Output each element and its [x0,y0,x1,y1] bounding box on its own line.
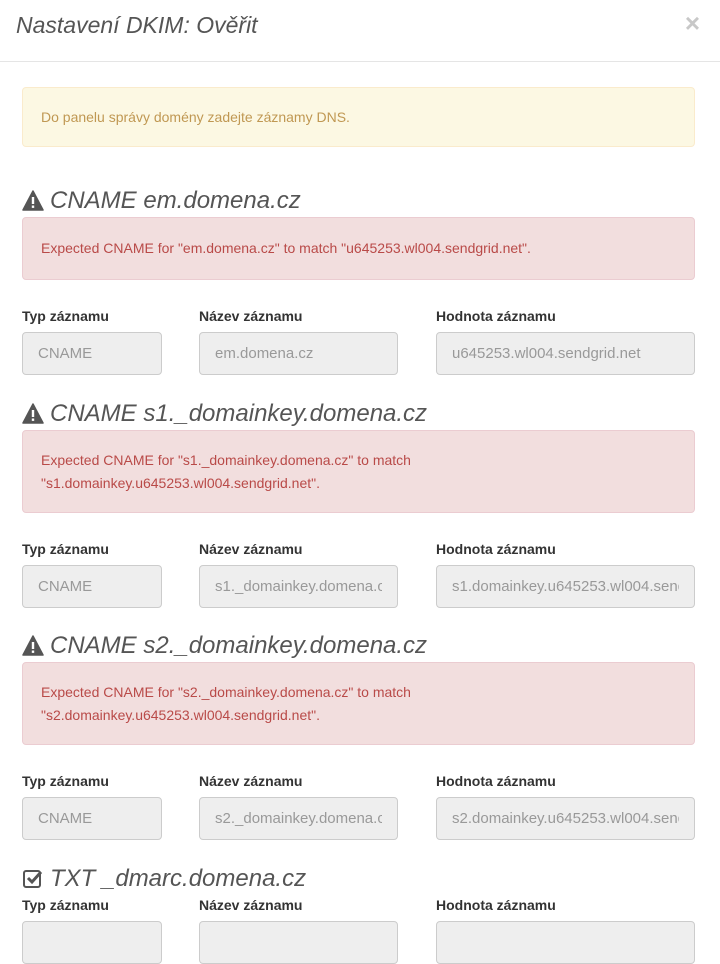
name-input[interactable] [199,332,398,375]
value-input[interactable] [436,565,695,608]
type-label: Typ záznamu [22,897,109,913]
checkbox-checked-icon [22,868,44,890]
record-fields [22,773,695,829]
type-input[interactable] [22,921,162,964]
close-button[interactable]: × [684,8,700,38]
warning-icon [22,635,44,657]
error-alert: Expected CNAME for "s2._domainkey.domena.cz" to match "s2.domainkey.u645253.wl004.sendgrid.net". [22,662,695,745]
type-label: Typ záznamu [22,541,109,557]
error-alert: Expected CNAME for "em.domena.cz" to match "u645253.wl004.sendgrid.net". [22,217,695,280]
error-alert: Expected CNAME for "s1._domainkey.domena.cz" to match "s1.domainkey.u645253.wl004.sendgrid.net". [22,430,695,513]
record-fields [22,897,695,953]
value-label: Hodnota záznamu [436,897,556,913]
name-label: Název záznamu [199,541,303,557]
modal-body [0,87,720,953]
name-input[interactable] [199,921,398,964]
modal-title: Nastavení DKIM: Ověřit [16,12,258,38]
record-heading: CNAME s2._domainkey.domena.cz [22,630,695,662]
warning-icon [22,190,44,212]
record-fields [22,308,695,364]
record-heading: CNAME em.domena.cz [22,185,695,217]
name-label: Název záznamu [199,773,303,789]
name-label: Název záznamu [199,897,303,913]
type-label: Typ záznamu [22,773,109,789]
type-input[interactable] [22,565,162,608]
modal-header [0,0,720,62]
warning-icon [22,403,44,425]
record-heading: CNAME s1._domainkey.domena.cz [22,398,695,430]
value-input[interactable] [436,921,695,964]
value-label: Hodnota záznamu [436,541,556,557]
dns-notice: Do panelu správy domény zadejte záznamy DNS. [22,87,695,147]
type-label: Typ záznamu [22,308,109,324]
record-heading: TXT _dmarc.domena.cz [22,863,695,895]
name-input[interactable] [199,565,398,608]
value-input[interactable] [436,332,695,375]
name-label: Název záznamu [199,308,303,324]
value-input[interactable] [436,797,695,840]
type-input[interactable] [22,332,162,375]
record-fields [22,541,695,597]
type-input[interactable] [22,797,162,840]
name-input[interactable] [199,797,398,840]
value-label: Hodnota záznamu [436,308,556,324]
value-label: Hodnota záznamu [436,773,556,789]
